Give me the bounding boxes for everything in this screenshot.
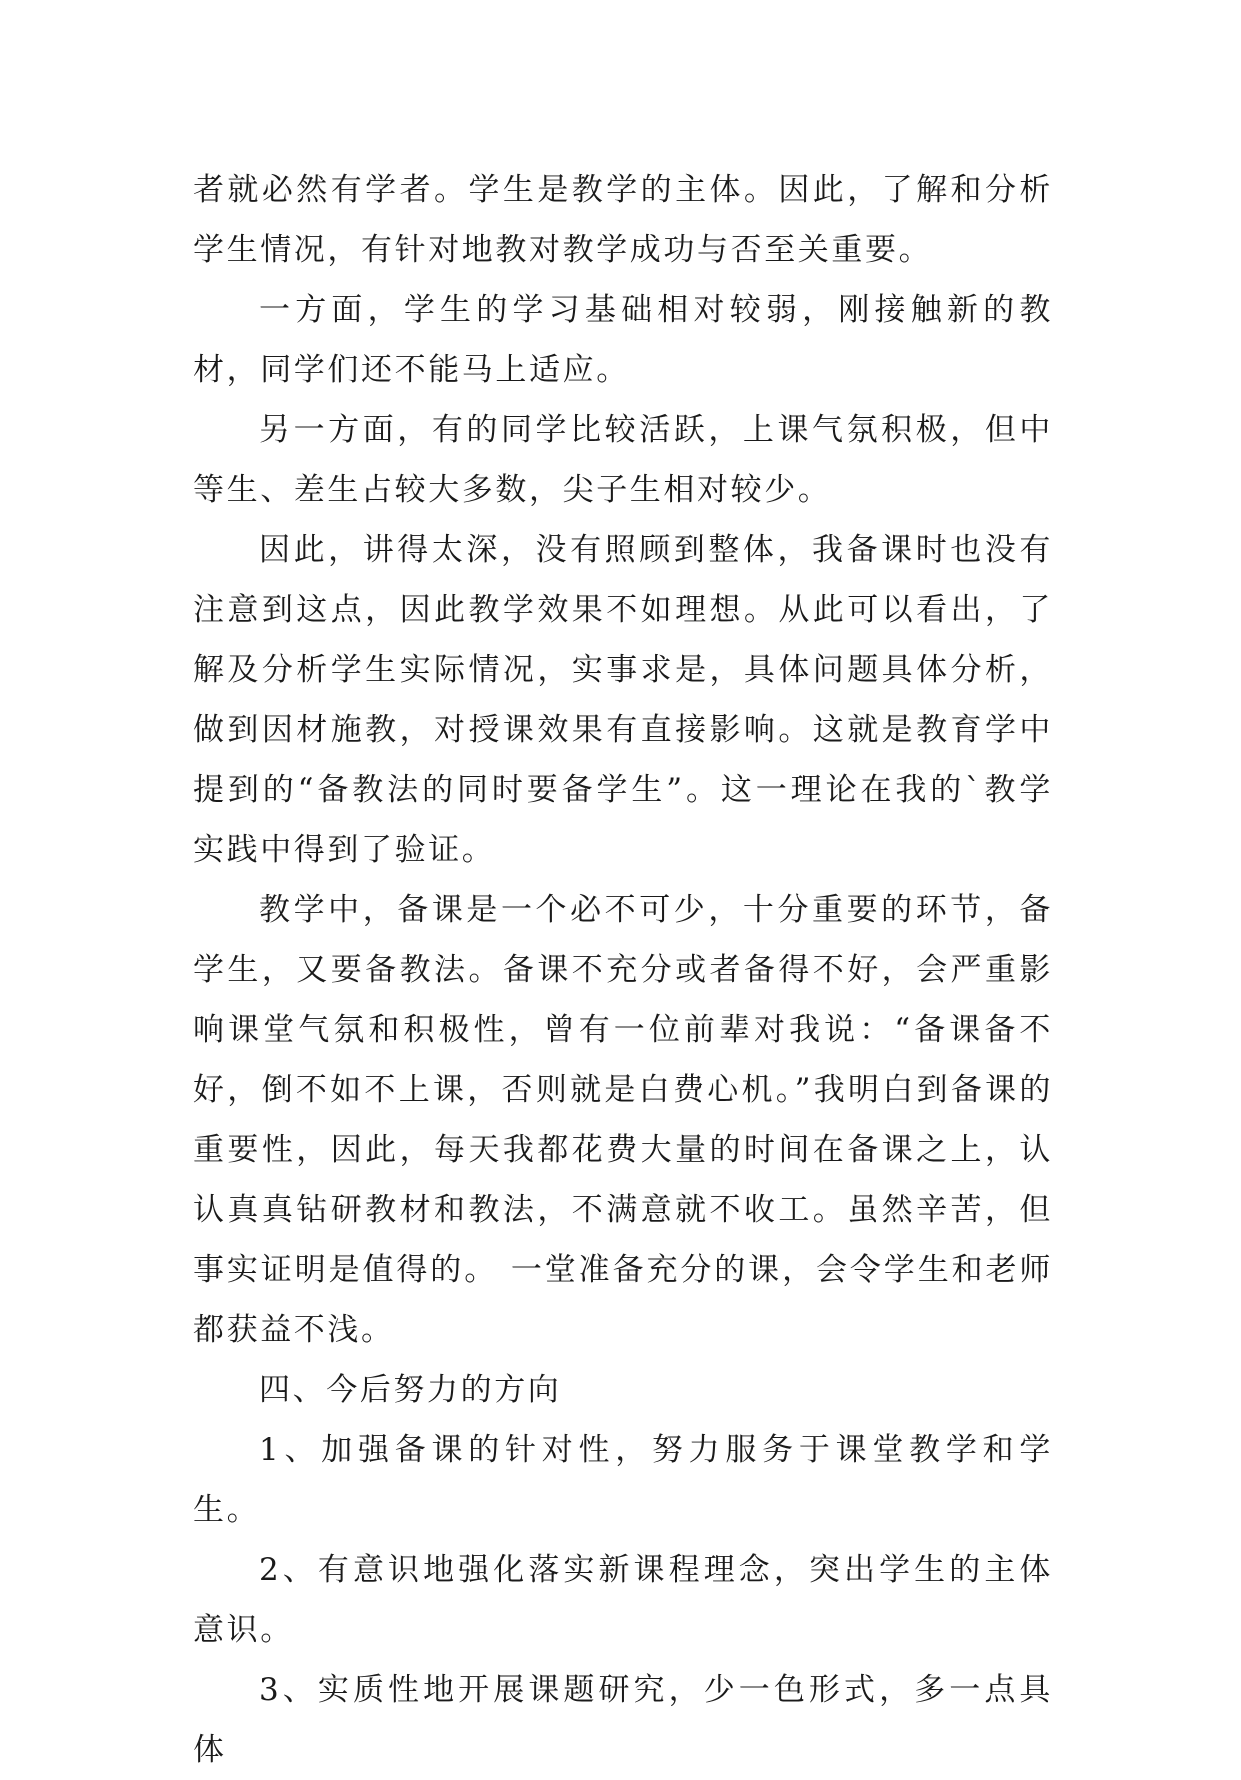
document-body	[193, 160, 1053, 1780]
paragraph: 一方面，学生的学习基础相对较弱，刚接触新的教材，同学们还不能马上适应。	[193, 292, 1053, 388]
paragraph: 教学中，备课是一个必不可少，十分重要的环节，备学生，又要备教法。备课不充分或者备得不好，会严重影响课堂气氛和积极性，曾有一位前辈对我说：“备课备不好，倒不如不上课，否则就是白费心机。”我明白到备课的重要性，因此，每天我都花费大量的时间在备课之上，认认真真钻研教材和教法，不满意就不收工。虽然辛苦，但事实证明是值得的。 一堂准备充分的课，会令学生和老师都获益不浅。	[193, 892, 1053, 1348]
section-heading: 四、今后努力的方向	[259, 1372, 562, 1408]
paragraph: 因此，讲得太深，没有照顾到整体，我备课时也没有注意到这点，因此教学效果不如理想。从此可以看出，了解及分析学生实际情况，实事求是，具体问题具体分析，做到因材施教，对授课效果有直接影响。这就是教育学中提到的“备教法的同时要备学生”。这一理论在我的`教学实践中得到了验证。	[193, 532, 1053, 868]
list-item: 2、有意识地强化落实新课程理念，突出学生的主体意识。	[193, 1552, 1053, 1648]
list-item: 1、加强备课的针对性，努力服务于课堂教学和学生。	[193, 1432, 1053, 1528]
paragraph: 另一方面，有的同学比较活跃，上课气氛积极，但中等生、差生占较大多数，尖子生相对较少。	[193, 412, 1053, 508]
paragraph-continuation: 者就必然有学者。学生是教学的主体。因此，了解和分析学生情况，有针对地教对教学成功与否至关重要。	[193, 172, 1053, 268]
list-item: 3、实质性地开展课题研究，少一色形式，多一点具体	[193, 1672, 1053, 1768]
